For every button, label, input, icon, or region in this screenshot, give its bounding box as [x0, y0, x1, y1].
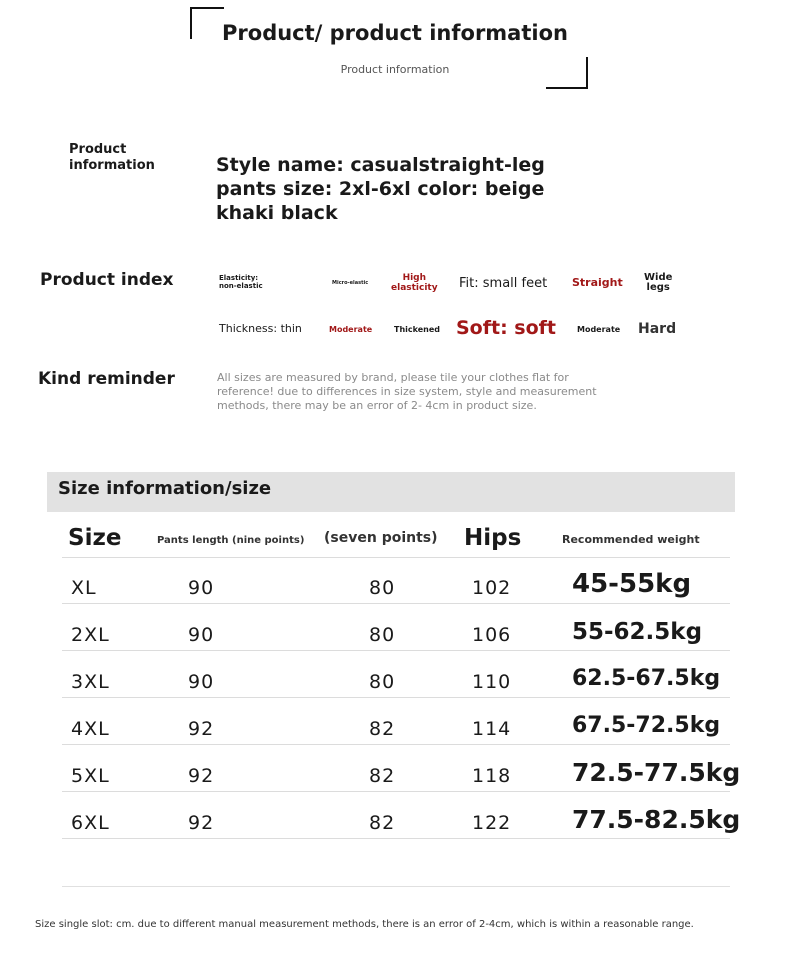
wide-legs-line1: Wide	[644, 272, 673, 283]
cell-weight: 55-62.5kg	[572, 619, 703, 645]
page-subtitle: Product information	[340, 63, 450, 76]
thickness-label: Thickness: thin	[219, 322, 302, 335]
cell-length: 90	[188, 624, 215, 646]
cell-length: 92	[188, 812, 215, 834]
moderate-hardness-option: Moderate	[577, 325, 621, 334]
high-elasticity-option	[391, 273, 438, 293]
row-divider	[62, 603, 730, 604]
cell-hips: 118	[472, 765, 512, 787]
cell-seven: 80	[369, 624, 396, 646]
cell-hips: 122	[472, 812, 512, 834]
straight-option: Straight	[572, 276, 623, 289]
cell-size: 3XL	[71, 671, 110, 693]
col-header-weight: Recommended weight	[562, 533, 700, 546]
product-info-label-line1: Product	[69, 142, 127, 157]
cell-length: 92	[188, 718, 215, 740]
cell-weight: 67.5-72.5kg	[572, 713, 721, 738]
elasticity-label-line1: Elasticity:	[219, 274, 259, 282]
table-row	[0, 708, 790, 748]
elasticity-label	[219, 274, 263, 290]
table-row	[0, 755, 790, 795]
hard-option: Hard	[638, 321, 677, 337]
row-divider	[62, 697, 730, 698]
cell-length: 90	[188, 671, 215, 693]
cell-size: 2XL	[71, 624, 110, 646]
row-divider	[62, 791, 730, 792]
cell-size: 6XL	[71, 812, 110, 834]
table-row	[0, 567, 790, 607]
kind-reminder-label: Kind reminder	[38, 369, 175, 389]
cell-size: 4XL	[71, 718, 110, 740]
moderate-thickness-option: Moderate	[329, 325, 373, 334]
cell-hips: 110	[472, 671, 512, 693]
cell-weight: 45-55kg	[572, 569, 692, 599]
table-row	[0, 802, 790, 842]
table-header-divider	[62, 557, 730, 558]
cell-hips: 106	[472, 624, 512, 646]
wide-legs-option	[644, 273, 672, 293]
row-divider	[62, 838, 730, 839]
footer-note: Size single slot: cm. due to different manual measurement methods, there is an error of 2-4cm, which is within a reasonable range.	[35, 919, 694, 930]
row-divider	[62, 650, 730, 651]
cell-hips: 102	[472, 577, 512, 599]
row-divider	[62, 744, 730, 745]
page-title: Product/ product information	[222, 21, 568, 45]
cell-length: 90	[188, 577, 215, 599]
cell-length: 92	[188, 765, 215, 787]
col-header-length: Pants length (nine points)	[157, 535, 305, 546]
micro-elastic-option: Micro-elastic	[332, 280, 369, 286]
table-row	[0, 661, 790, 701]
thickened-option: Thickened	[394, 325, 441, 334]
product-info-label	[69, 142, 155, 174]
col-header-seven: (seven points)	[324, 530, 438, 546]
product-info-label-line2: information	[69, 158, 155, 173]
style-description: Style name: casualstraight-leg pants size: 2xl-6xl color: beige khaki black	[216, 154, 545, 224]
table-row	[0, 614, 790, 654]
cell-weight: 77.5-82.5kg	[572, 805, 741, 834]
footer-divider	[62, 886, 730, 887]
product-index-label: Product index	[40, 270, 174, 290]
col-header-size: Size	[68, 525, 122, 551]
cell-seven: 82	[369, 812, 396, 834]
fit-label: Fit: small feet	[459, 276, 548, 291]
wide-legs-line2: legs	[646, 282, 670, 293]
high-elasticity-line2: elasticity	[391, 283, 438, 293]
kind-reminder-text: All sizes are measured by brand, please tile your clothes flat for reference! due to differences in size system, style and measurement methods, there may be an error of 2- 4cm in product size.	[217, 371, 597, 412]
cell-size: XL	[71, 577, 97, 599]
elasticity-label-line2: non-elastic	[219, 282, 263, 290]
high-elasticity-line1: High	[402, 273, 427, 283]
cell-seven: 82	[369, 765, 396, 787]
cell-seven: 80	[369, 671, 396, 693]
cell-size: 5XL	[71, 765, 110, 787]
cell-hips: 114	[472, 718, 512, 740]
cell-seven: 82	[369, 718, 396, 740]
col-header-hips: Hips	[464, 525, 522, 551]
cell-weight: 72.5-77.5kg	[572, 758, 741, 787]
cell-seven: 80	[369, 577, 396, 599]
size-table-title: Size information/size	[58, 478, 272, 499]
cell-weight: 62.5-67.5kg	[572, 666, 721, 691]
soft-option: Soft: soft	[456, 317, 557, 339]
